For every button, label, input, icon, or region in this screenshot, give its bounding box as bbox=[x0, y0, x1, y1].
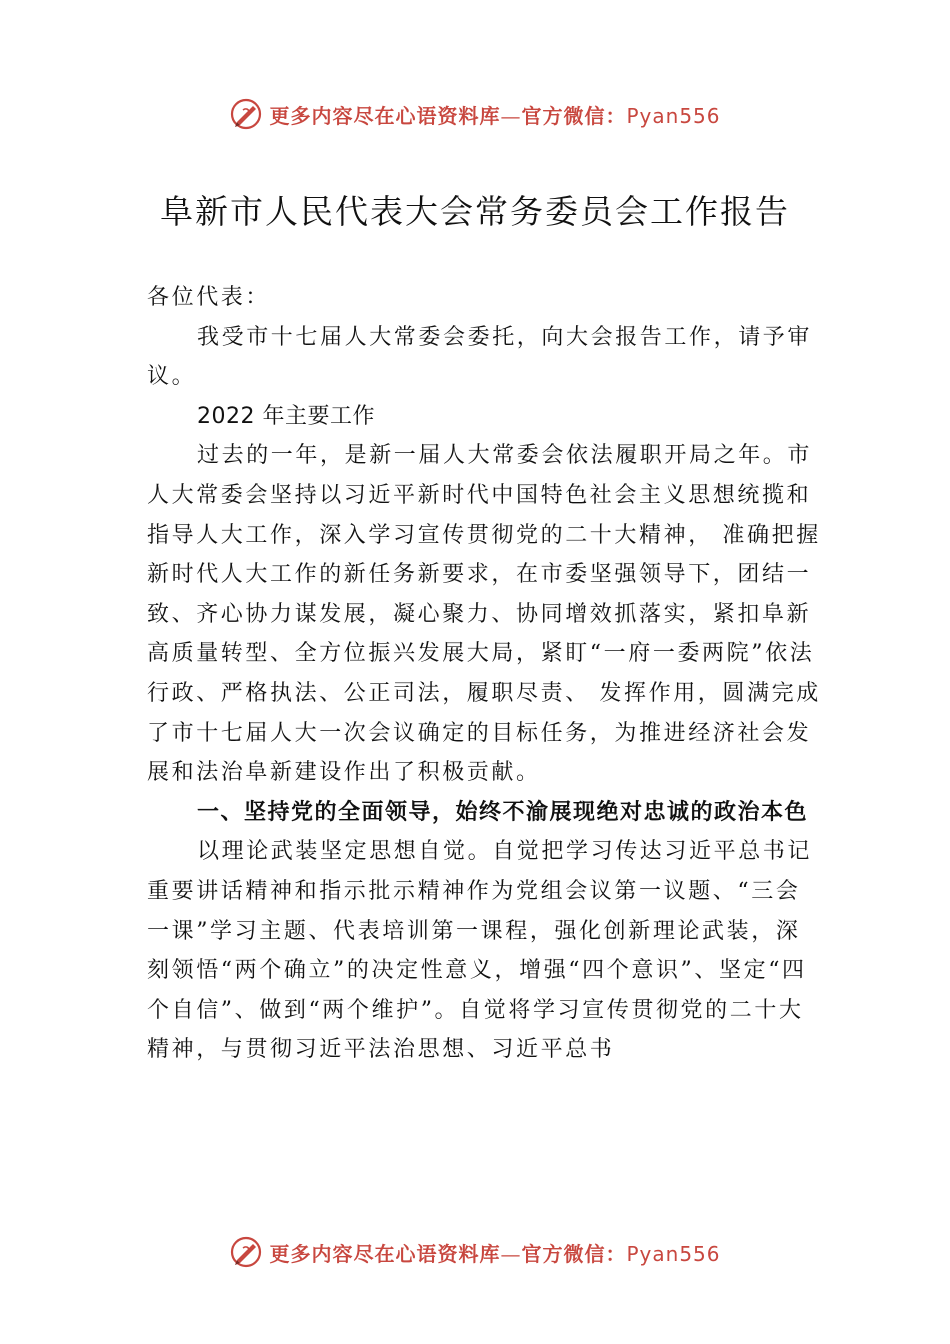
intro-paragraph: 我受市十七届人大常委会委托，向大会报告工作，请予审议。 bbox=[147, 324, 813, 390]
paragraph-1: 过去的一年，是新一届人大常委会依法履职开局之年。市人大常委会坚持以习近平新时代中国特色社会主义思想统揽和指导人大工作，深入学习宣传贯彻党的二十大精神， 准确把握新时代人大工作的新任务新要求，在市委坚强领导下，团结一致、齐心协力谋发展，凝心聚力、协同增效抓落实，紧扣阜新高质量转型、全方位振兴发展大局，紧盯“一府一委两院”依法行政、严格执法、公正司法，履职尽责、 发挥作用，圆满完成了市十七届人大一次会议确定的目标任务，为推进经济社会发展和法治阜新建设作出了积极贡献。 bbox=[147, 443, 821, 786]
document-body bbox=[147, 278, 822, 1070]
section-heading: 2022 年主要工作 bbox=[197, 403, 375, 429]
heading-1: 一、坚持党的全面领导，始终不渝展现绝对忠诚的政治本色 bbox=[197, 799, 809, 825]
watermark-banner-bottom bbox=[0, 1232, 950, 1272]
pen-logo-icon bbox=[229, 97, 263, 131]
paragraph-2: 以理论武装坚定思想自觉。自觉把学习传达习近平总书记重要讲话精神和指示批示精神作为党组会议第一议题、“三会一课”学习主题、代表培训第一课程，强化创新理论武装，深刻领悟“两个确立”的决定性意义，增强“四个意识”、坚定“四个自信”、做到“两个维护”。自觉将学习宣传贯彻党的二十大精神，与贯彻习近平法治思想、习近平总书 bbox=[147, 839, 813, 1063]
document-title: 阜新市人民代表大会常务委员会工作报告 bbox=[160, 192, 790, 231]
watermark-banner-top bbox=[0, 94, 950, 134]
watermark-text: 更多内容尽在心语资料库—官方微信：Pyan556 bbox=[269, 103, 721, 128]
salutation: 各位代表： bbox=[147, 285, 271, 310]
watermark-text: 更多内容尽在心语资料库—官方微信：Pyan556 bbox=[269, 1241, 721, 1266]
pen-logo-icon bbox=[229, 1235, 263, 1269]
